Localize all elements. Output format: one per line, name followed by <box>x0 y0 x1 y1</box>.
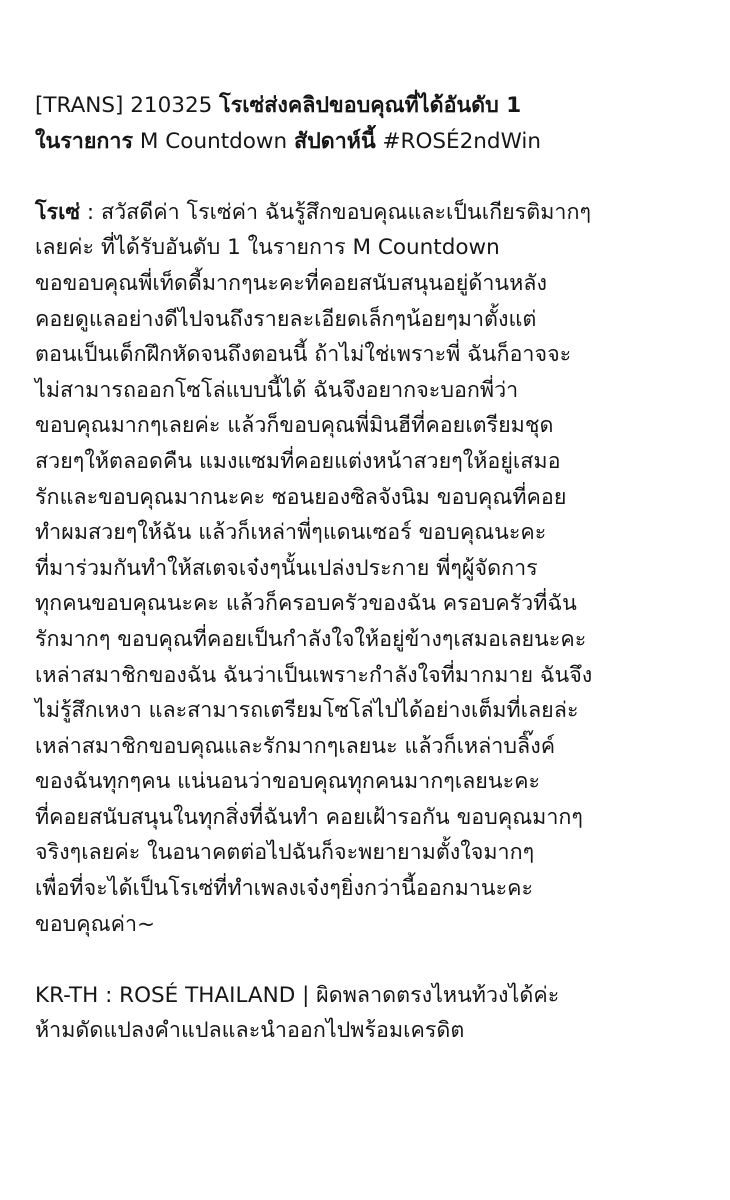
speaker-name: โรเซ่ <box>35 199 81 225</box>
message-line: เลยค่ะ ที่ได้รับอันดับ 1 ในรายการ M Countdown <box>35 235 500 261</box>
credit-line: KR-TH : ROSÉ THAILAND | ผิดพลาดตรงไหนท้วงได้ค่ะ <box>35 982 560 1008</box>
credit-notice: ห้ามดัดแปลงคำแปลและนำออกไปพร้อมเครดิต <box>35 1018 465 1044</box>
title-line-1 <box>35 88 707 124</box>
message-line: ของฉันทุกๆคน แน่นอนว่าขอบคุณทุกคนมากๆเลยนะคะ <box>35 769 541 795</box>
message-line: ทำผมสวยๆให้ฉัน แล้วก็เหล่าพี่ๆแดนเซอร์ ขอบคุณนะคะ <box>35 520 547 546</box>
message-line: ที่มาร่วมกันทำให้สเตจเจ๋งๆนั้นเปล่งประกาย พี่ๆผู้จัดการ <box>35 555 538 581</box>
title-line-2 <box>35 124 707 160</box>
speaker-separator: : <box>80 199 101 225</box>
message-line: ขอบคุณมากๆเลยค่ะ แล้วก็ขอบคุณพี่มินฮีที่คอยเตรียมชุด <box>35 413 554 439</box>
translation-document <box>35 88 707 1049</box>
message-line: ไม่รู้สึกเหงา และสามารถเตรียมโซโล่ไปได้อย่างเต็มที่เลยล่ะ <box>35 698 579 724</box>
paragraph-gap <box>35 159 707 195</box>
message-line: สวยๆให้ตลอดคืน แมงแซมที่คอยแต่งหน้าสวยๆให้อยู่เสมอ <box>35 448 561 474</box>
message-line: ทุกคนขอบคุณนะคะ แล้วก็ครอบครัวของฉัน ครอบครัวที่ฉัน <box>35 591 577 617</box>
message-first-text: สวัสดีค่า โรเซ่ค่า ฉันรู้สึกขอบคุณและเป็นเกียรติมากๆ <box>100 199 592 225</box>
title-hashtag: #ROSÉ2ndWin <box>375 128 541 154</box>
message-line: จริงๆเลยค่ะ ในอนาคตต่อไปฉันก็จะพยายามตั้งใจมากๆ <box>35 840 535 866</box>
title-prefix: [TRANS] 210325 <box>35 93 220 118</box>
title-headline: โรเซ่ส่งคลิปขอบคุณที่ได้อันดับ 1 <box>219 93 522 118</box>
message-line: ที่คอยสนับสนุนในทุกสิ่งที่ฉันทำ คอยเฝ้ารอกัน ขอบคุณมากๆ <box>35 804 583 830</box>
message-line: รักมากๆ ขอบคุณที่คอยเป็นกำลังใจให้อยู่ข้างๆเสมอเลยนะคะ <box>35 626 587 652</box>
message-line <box>35 195 707 231</box>
message-line: ขอขอบคุณพี่เท็ดดี้มากๆนะคะที่คอยสนับสนุนอยู่ด้านหลัง <box>35 270 547 296</box>
title-week-label: สัปดาห์นี้ <box>293 128 376 154</box>
title-program-label: ในรายการ <box>35 128 134 154</box>
message-line: ไม่สามารถออกโซโล่แบบนี้ได้ ฉันจึงอยากจะบอกพี่ว่า <box>35 377 519 403</box>
paragraph-gap <box>35 942 707 978</box>
title-program-name: M Countdown <box>133 128 294 154</box>
message-line: เหล่าสมาชิกของฉัน ฉันว่าเป็นเพราะกำลังใจที่มากมาย ฉันจึง <box>35 662 593 688</box>
message-line: ตอนเป็นเด็กฝึกหัดจนถึงตอนนี้ ถ้าไม่ใช่เพราะพี่ ฉันก็อาจจะ <box>35 342 572 368</box>
message-line: คอยดูแลอย่างดีไปจนถึงรายละเอียดเล็กๆน้อยๆมาตั้งแต่ <box>35 306 537 332</box>
message-line: ขอบคุณค่า~ <box>35 911 156 937</box>
message-line: เพื่อที่จะได้เป็นโรเซ่ที่ทำเพลงเจ๋งๆยิ่งกว่านี้ออกมานะคะ <box>35 876 534 902</box>
message-line: เหล่าสมาชิกขอบคุณและรักมากๆเลยนะ แล้วก็เหล่าบลิ๊งค์ <box>35 733 556 759</box>
message-line: รักและขอบคุณมากนะคะ ซอนยองซิลจังนิม ขอบคุณที่คอย <box>35 484 567 510</box>
